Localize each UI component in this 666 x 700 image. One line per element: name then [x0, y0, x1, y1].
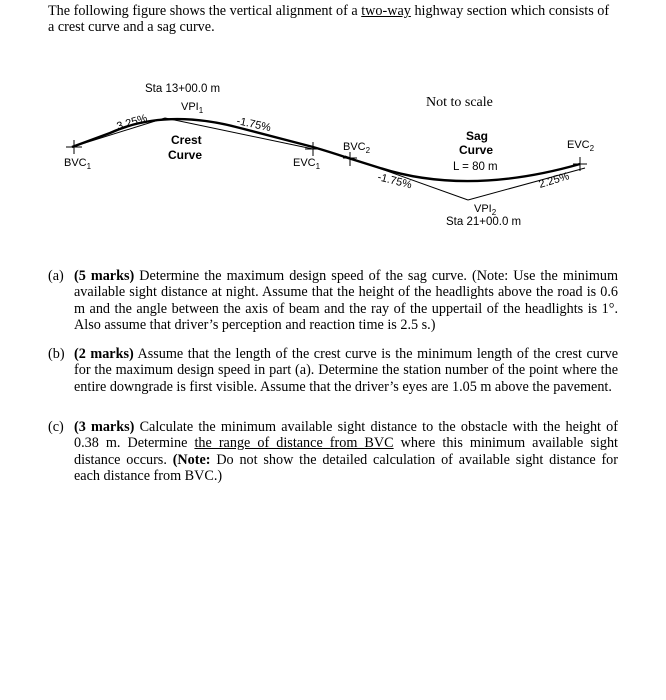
- not-to-scale-note: Not to scale: [426, 95, 493, 110]
- sta2-label: Sta 21+00.0 m: [446, 216, 522, 228]
- question-a-marks: (5 marks): [74, 268, 135, 284]
- question-c-marks: (3 marks): [74, 419, 135, 435]
- question-c: [48, 419, 618, 484]
- crest-curve-label-2: Curve: [168, 148, 203, 162]
- bvc2-label: $BVC_2$: [343, 141, 371, 155]
- sag-length-label: L = 80 m: [453, 161, 498, 173]
- question-a-text: Determine the maximum design speed of the sag curve. (Note: Use the minimum available sight distance at night. Assume that the height of the headlights above the road is 0.6 m and the angle between the axis of beam and the ray of the uppertail of the headlights is 1°. Also assume that driver’s perception and reaction time is 2.5 s.): [74, 268, 618, 333]
- grade-up-label: 3.25%: [115, 112, 149, 133]
- grade-up-sag-label: 2.25%: [537, 170, 571, 191]
- question-b-marks: (2 marks): [74, 346, 134, 362]
- vertical-alignment-figure: [0, 70, 666, 240]
- road-profile: [72, 119, 580, 181]
- question-a: [48, 268, 618, 333]
- intro-text-end: highway section which consists of a crest curve and a sag curve.: [48, 3, 610, 35]
- sag-curve-label-2: Curve: [459, 143, 494, 157]
- question-c-underlined: the range of distance from BVC: [194, 435, 394, 452]
- question-c-note-label: (Note:: [172, 451, 211, 468]
- sta1-label: Sta 13+00.0 m: [145, 83, 221, 95]
- station-ticks: [66, 140, 587, 171]
- question-b: [48, 346, 618, 395]
- vpi2-label: $VPI_2$: [474, 203, 497, 217]
- question-c-text-middle: where this minimum available sight distance occurs.: [74, 435, 618, 468]
- bvc1-label: $BVC_1$: [64, 157, 92, 171]
- question-c-note-text: Do not show the detailed calculation of available sight distance for each distance from BVC.): [74, 451, 618, 484]
- vpi1-label: $VPI_1$: [181, 101, 204, 115]
- intro-paragraph: [48, 4, 618, 35]
- question-b-text: Assume that the length of the crest curve is the minimum length of the crest curve for the maximum design speed in part (a). Determine the station number of the point where the entire downgrade is first visible. Assume that the driver’s eyes are 1.05 m above the pavement.: [74, 346, 619, 395]
- grade-down-sag-label: -1.75%: [376, 171, 414, 192]
- question-a-label: (a): [48, 268, 64, 284]
- intro-text-start: The following figure shows the vertical alignment of a: [48, 3, 362, 19]
- evc1-label: $EVC_1$: [293, 157, 321, 171]
- sag-curve-label-1: Sag: [466, 129, 489, 143]
- evc2-label: $EVC_2$: [567, 139, 595, 153]
- tangent-lines: [72, 118, 585, 200]
- grade-down-crest-label: -1.75%: [235, 115, 272, 135]
- crest-curve-label-1: Crest: [171, 133, 202, 147]
- question-c-text-start: Calculate the minimum available sight distance to the obstacle with the height of 0.38 m. Determine: [74, 419, 619, 452]
- question-c-label: (c): [48, 419, 64, 435]
- question-b-label: (b): [48, 346, 65, 362]
- intro-underlined-term: two-way: [361, 3, 411, 19]
